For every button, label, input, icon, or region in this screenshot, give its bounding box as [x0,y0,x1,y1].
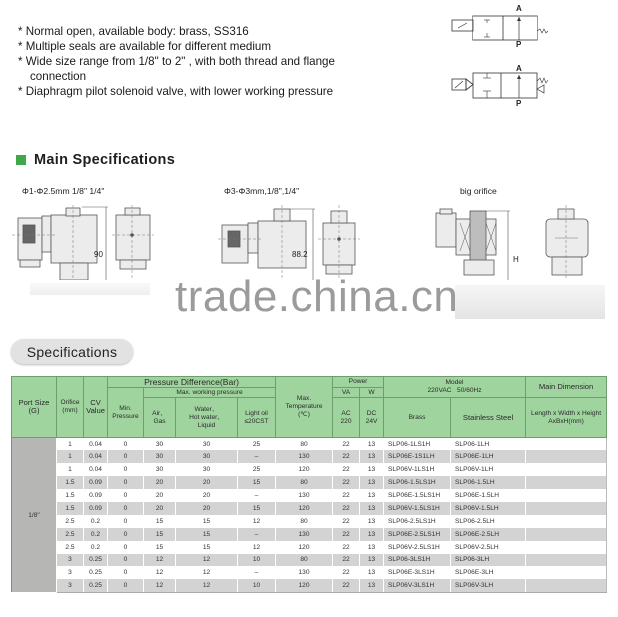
cell-ss: SLP06-1LH [451,438,526,451]
cell-water: 30 [176,438,238,451]
header-dimension-desc: Length x Width x Height AxBxH(mm) [526,398,607,438]
cell-air: 30 [144,463,176,476]
cell-dim [526,502,607,515]
feature-item: * Wide size range from 1/8" to 2" , with both thread and flange [18,55,335,68]
table-row [12,515,607,528]
cell-oil: 10 [238,579,276,592]
cell-ss: SLP06-2.5LH [451,515,526,528]
cell-temp: 120 [276,541,333,554]
cell-water: 20 [176,476,238,489]
cell-va: 22 [333,528,360,541]
cell-air: 12 [144,566,176,579]
dimension-label: 90 [94,250,103,259]
cell-va: 22 [333,579,360,592]
section-title: Main Specifications [34,152,176,168]
cell-air: 12 [144,554,176,567]
cell-va: 22 [333,438,360,451]
cell-w: 13 [360,541,384,554]
valve-symbol-top-icon [445,6,555,48]
cell-temp: 130 [276,528,333,541]
cell-brass: SLP06V-1.5LS1H [384,502,451,515]
port-size-cell: 1/8" [12,438,57,593]
header-model: Model 220VAC 50/60Hz [384,377,526,398]
cell-temp: 120 [276,579,333,592]
header-stainless-steel: Stainless Steel [451,398,526,438]
table-row [12,438,607,451]
cell-cv: 0.09 [84,489,108,502]
cell-brass: SLP06-1LS1H [384,438,451,451]
table-row [12,528,607,541]
specifications-tab: Specifications [11,339,133,364]
cell-cv: 0.2 [84,515,108,528]
cell-water: 15 [176,541,238,554]
cell-dim [526,450,607,463]
cell-orifice: 2.5 [57,528,84,541]
cell-min: 0 [108,463,144,476]
valve-drawing-big-orifice-icon [430,205,610,280]
cell-orifice: 3 [57,554,84,567]
cell-cv: 0.25 [84,579,108,592]
header-pressure-difference: Pressure Difference(Bar) [108,377,276,388]
cell-min: 0 [108,554,144,567]
header-min-pressure: Min. Pressure [108,388,144,438]
cell-w: 13 [360,528,384,541]
cell-cv: 0.04 [84,463,108,476]
drawing-label-medium: Φ3-Φ3mm,1/8",1/4" [224,186,300,196]
cell-brass: SLP06E-3LS1H [384,566,451,579]
header-water: Water、 Hot water、 Liquid [176,398,238,438]
cell-brass: SLP06E-1S1LH [384,450,451,463]
cell-air: 20 [144,489,176,502]
cell-dim [526,554,607,567]
cell-oil: – [238,566,276,579]
header-va: VA [333,388,360,398]
cell-temp: 130 [276,489,333,502]
cell-temp: 120 [276,502,333,515]
port-a-label: A [516,4,522,13]
cell-brass: SLP06E-2.5LS1H [384,528,451,541]
feature-item: * Diaphragm pilot solenoid valve, with lower working pressure [18,85,334,98]
table-row [12,554,607,567]
table-row [12,579,607,592]
cell-w: 13 [360,463,384,476]
cell-orifice: 2.5 [57,515,84,528]
cell-water: 30 [176,463,238,476]
cell-water: 15 [176,528,238,541]
cell-va: 22 [333,515,360,528]
cell-dim [526,528,607,541]
cell-min: 0 [108,566,144,579]
cell-ss: SLP06V-3LH [451,579,526,592]
cell-air: 15 [144,515,176,528]
cell-brass: SLP06V-2.5LS1H [384,541,451,554]
header-air-gas: Air、 Gas [144,398,176,438]
header-max-temperature: Max. Temperature (℃) [276,377,333,438]
cell-air: 30 [144,450,176,463]
cell-cv: 0.04 [84,438,108,451]
cell-temp: 80 [276,515,333,528]
table-row [12,502,607,515]
cell-cv: 0.09 [84,502,108,515]
header-w: W [360,388,384,398]
table-row [12,566,607,579]
blurred-region [30,283,150,295]
cell-orifice: 1.5 [57,502,84,515]
header-power: Power [333,377,384,388]
header-port-size: Port Size (G) [12,377,57,438]
cell-orifice: 1.5 [57,476,84,489]
header-dc: DC 24V [360,398,384,438]
cell-ss: SLP06-1.5LH [451,476,526,489]
cell-dim [526,566,607,579]
cell-ss: SLP06E-3LH [451,566,526,579]
cell-dim [526,515,607,528]
cell-dim [526,476,607,489]
cell-oil: 10 [238,554,276,567]
cell-w: 13 [360,579,384,592]
cell-temp: 130 [276,566,333,579]
cell-temp: 80 [276,438,333,451]
cell-va: 22 [333,541,360,554]
cell-w: 13 [360,502,384,515]
feature-item: * Normal open, available body: brass, SS316 [18,25,249,38]
cell-orifice: 1 [57,450,84,463]
valve-drawing-small-icon [12,205,202,280]
table-row [12,463,607,476]
feature-list [18,24,378,99]
cell-oil: 12 [238,541,276,554]
cell-w: 13 [360,515,384,528]
cell-cv: 0.2 [84,528,108,541]
cell-va: 22 [333,450,360,463]
cell-orifice: 2.5 [57,541,84,554]
cell-va: 22 [333,489,360,502]
cell-air: 30 [144,438,176,451]
cell-ss: SLP06V-2.5LH [451,541,526,554]
cell-air: 20 [144,502,176,515]
cell-w: 13 [360,476,384,489]
cell-water: 15 [176,515,238,528]
header-brass: Brass [384,398,451,438]
cell-va: 22 [333,502,360,515]
table-row [12,450,607,463]
cell-orifice: 1 [57,463,84,476]
drawing-label-big: big orifice [460,186,497,196]
cell-min: 0 [108,489,144,502]
cell-temp: 120 [276,463,333,476]
cell-oil: 25 [238,463,276,476]
cell-va: 22 [333,554,360,567]
feature-item-continuation: connection [30,70,87,83]
cell-dim [526,579,607,592]
cell-cv: 0.25 [84,554,108,567]
cell-min: 0 [108,450,144,463]
cell-brass: SLP06E-1.5LS1H [384,489,451,502]
header-cv: CV Value [84,377,108,438]
cell-oil: – [238,489,276,502]
cell-brass: SLP06-1.5LS1H [384,476,451,489]
cell-ss: SLP06E-1LH [451,450,526,463]
port-a-label: A [516,64,522,73]
cell-brass: SLP06V-3LS1H [384,579,451,592]
valve-symbol-bottom-icon [445,66,555,102]
cell-w: 13 [360,554,384,567]
cell-min: 0 [108,476,144,489]
header-orifice: Orifice (mm) [57,377,84,438]
cell-water: 20 [176,502,238,515]
cell-dim [526,541,607,554]
cell-w: 13 [360,450,384,463]
cell-ss: SLP06E-2.5LH [451,528,526,541]
dimension-label: 88.2 [292,250,308,259]
cell-va: 22 [333,463,360,476]
table-row [12,489,607,502]
drawing-label-small: Φ1-Φ2.5mm 1/8" 1/4" [22,186,105,196]
blurred-region [455,285,605,319]
header-max-working-pressure: Max. working pressure [144,388,276,398]
cell-water: 30 [176,450,238,463]
cell-cv: 0.09 [84,476,108,489]
feature-item: * Multiple seals are available for different medium [18,40,272,53]
cell-oil: – [238,528,276,541]
cell-air: 20 [144,476,176,489]
cell-water: 12 [176,554,238,567]
cell-air: 12 [144,579,176,592]
cell-oil: 15 [238,476,276,489]
cell-w: 13 [360,566,384,579]
table-row [12,476,607,489]
cell-ss: SLP06V-1LH [451,463,526,476]
dimension-label: H [513,255,519,264]
cell-cv: 0.2 [84,541,108,554]
valve-drawing-medium-icon [218,205,368,280]
cell-min: 0 [108,502,144,515]
cell-dim [526,438,607,451]
cell-temp: 80 [276,476,333,489]
cell-water: 12 [176,566,238,579]
cell-ss: SLP06-3LH [451,554,526,567]
cell-min: 0 [108,515,144,528]
cell-oil: 25 [238,438,276,451]
cell-ss: SLP06V-1.5LH [451,502,526,515]
cell-orifice: 1.5 [57,489,84,502]
cell-air: 15 [144,528,176,541]
cell-min: 0 [108,541,144,554]
port-p-label: P [516,40,522,49]
cell-oil: – [238,450,276,463]
cell-oil: 12 [238,515,276,528]
cell-dim [526,463,607,476]
watermark-text: trade.china.cn [175,272,459,321]
cell-orifice: 1 [57,438,84,451]
main-specifications-heading [16,152,175,168]
cell-water: 20 [176,489,238,502]
cell-temp: 80 [276,554,333,567]
cell-oil: 15 [238,502,276,515]
cell-min: 0 [108,438,144,451]
cell-min: 0 [108,528,144,541]
cell-ss: SLP06E-1.5LH [451,489,526,502]
cell-w: 13 [360,489,384,502]
header-ac: AC 220 [333,398,360,438]
green-square-icon [16,155,26,165]
cell-water: 12 [176,579,238,592]
cell-dim [526,489,607,502]
table-row [12,541,607,554]
cell-cv: 0.04 [84,450,108,463]
cell-cv: 0.25 [84,566,108,579]
cell-orifice: 3 [57,579,84,592]
cell-va: 22 [333,476,360,489]
cell-brass: SLP06V-1LS1H [384,463,451,476]
cell-orifice: 3 [57,566,84,579]
cell-brass: SLP06-3LS1H [384,554,451,567]
port-p-label: P [516,99,522,108]
cell-min: 0 [108,579,144,592]
header-light-oil: Light oil ≤20CST [238,398,276,438]
cell-brass: SLP06-2.5LS1H [384,515,451,528]
cell-temp: 130 [276,450,333,463]
header-main-dimension: Main Dimension [526,377,607,398]
cell-va: 22 [333,566,360,579]
cell-air: 15 [144,541,176,554]
specifications-table [11,376,607,593]
cell-w: 13 [360,438,384,451]
